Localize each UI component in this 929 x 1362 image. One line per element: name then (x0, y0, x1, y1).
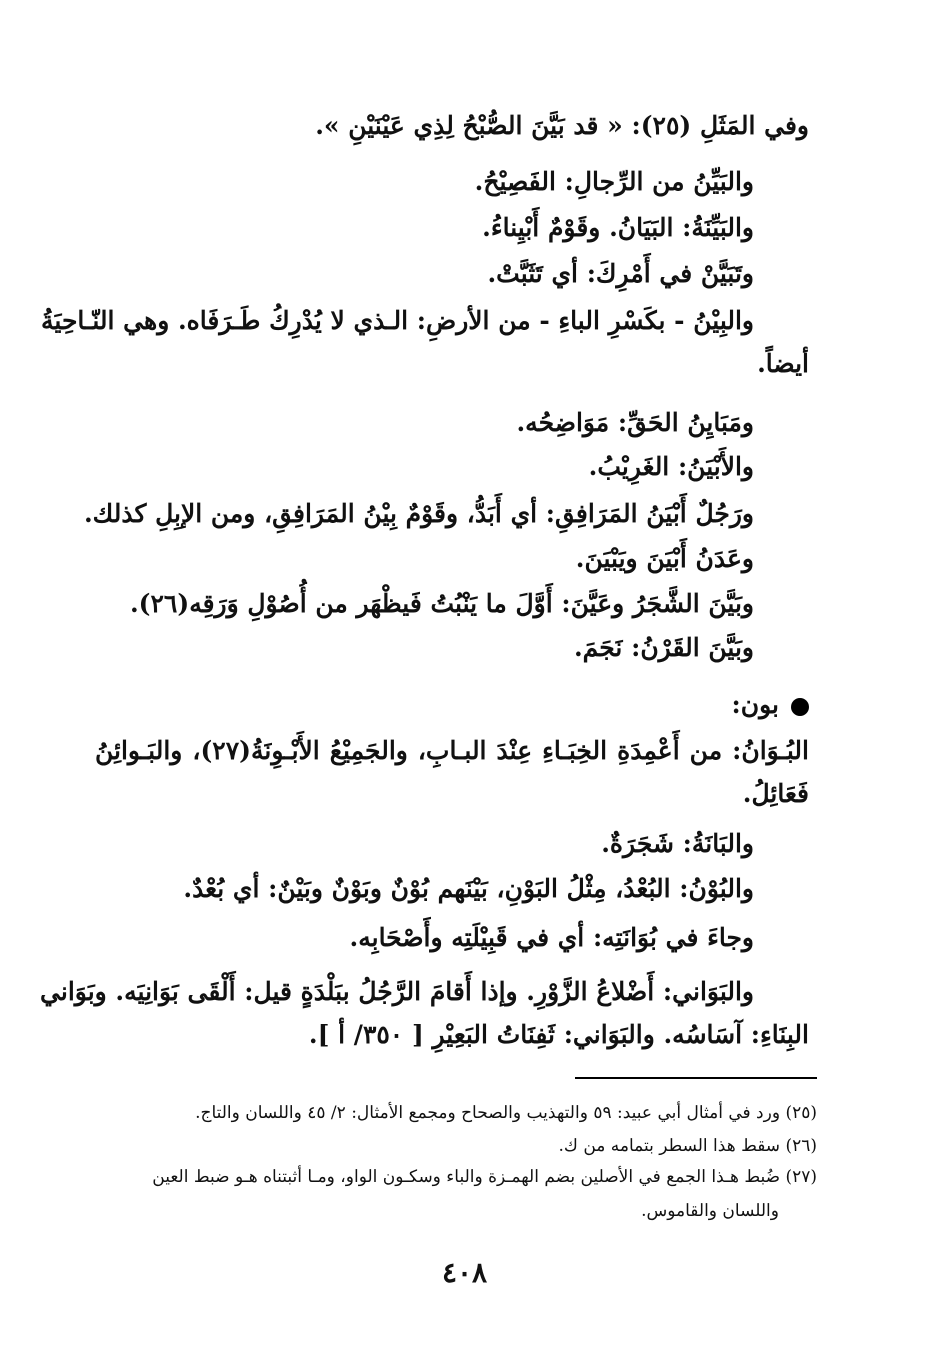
text-line: وبَيَّنَ القَرْنُ: نَجَمَ. (573, 633, 754, 662)
text-line: فَعَائِلُ. (742, 779, 809, 808)
page-number: ٤٠٨ (441, 1256, 488, 1289)
bullet-icon (791, 698, 809, 716)
text-line: والبُوْنُ: البُعْدُ، مِثْلُ البَوْنِ، بَيْنَهم بُوْنٌ وبَوْنٌ وبَيْنٌ: أي بُعْدٌ. (183, 874, 754, 903)
footnote-divider (575, 1077, 817, 1079)
text-line: أيضاً. (757, 349, 809, 378)
text-line: وبَيَّنَ الشَّجَرُ وعَيَّنَ: أَوَّلَ ما يَنْبُتُ فَيظْهَر من أُصُوْلِ وَرَقِه(٢٦). (129, 589, 754, 618)
text-line: والبَانَةُ: شَجَرَةٌ. (601, 829, 754, 858)
text-line: والبَيِّنَةُ: البَيَانُ. وقَوْمٌ أَبْيِناءُ. (482, 213, 754, 242)
entry-heading-label: بون: (731, 690, 779, 719)
text-line: البِنَاءِ: آسَاسُه. والبَوَاني: ثَفِنَاتُ البَعِيْرِ [ ٣٥٠/ أ ]. (308, 1020, 809, 1049)
text-line: والبِيْنُ - بكَسْرِ الباءِ - من الأرضِ: الـذي لا يُدْرِكُ طَـرَفَاه. وهي النّـاحِيَةُ (41, 306, 754, 335)
text-line: وجاءَ في بُوَانَتِه: أي في قَبِيْلَتِه وأَصْحَابِه. (349, 923, 754, 952)
text-line: والبَوَاني: أَضْلاعُ الزَّوْرِ. وإذا أَقامَ الرَّجُلُ ببَلْدَةٍ قيل: أَلْقَى بَوَانِيَه. وبَوَاني (40, 977, 754, 1006)
footnote: (٢٧) ضُبط هـذا الجمع في الأصلين بضم الهمـزة والباء وسكـون الواو، ومـا أثبتناه هـو ضبط العين (152, 1167, 817, 1187)
text-line: ورَجُلٌ أَبْيَنُ المَرَافِقِ: أي أَبَدُّ، وقَوْمٌ بِيْنُ المَرَافِقِ، ومن الإبِلِ كذلك. (83, 499, 754, 528)
text-line: وعَدَنُ أَبْيَنَ ويَبْيَنَ. (575, 544, 754, 573)
footnote: (٢٦) سقط هذا السطر بتمامه من ك. (558, 1136, 817, 1156)
text-line: والأَبْيَنُ: الغَرِيْبُ. (588, 452, 754, 481)
text-line: والبَيِّنُ من الرِّجالِ: الفَصِيْحُ. (474, 167, 754, 196)
footnote: (٢٥) ورد في أمثال أبي عبيد: ٥٩ والتهذيب والصحاح ومجمع الأمثال: ٢/ ٤٥ واللسان والتاج. (195, 1103, 817, 1123)
text-line: وتَبَيَّنْ في أَمْرِكَ: أي تَثَبَّتْ. (487, 259, 754, 288)
text-line: ومَبَايِنُ الحَقِّ: مَوَاضِحُه. (516, 408, 754, 437)
text-line: البُـوَانُ: من أَعْمِدَةِ الخِبَـاءِ عِنْدَ البـابِ، والجَمِيْعُ الأَبْـوِنَةُ(٢٧)، والبَـوائِنُ (95, 736, 809, 765)
text-line: وفي المَثَلِ (٢٥): « قد بَيَّنَ الصُّبْحُ لِذِي عَيْنَيْنِ ». (315, 111, 809, 140)
entry-heading (120, 687, 809, 723)
footnote: واللسان والقاموس. (641, 1201, 779, 1221)
